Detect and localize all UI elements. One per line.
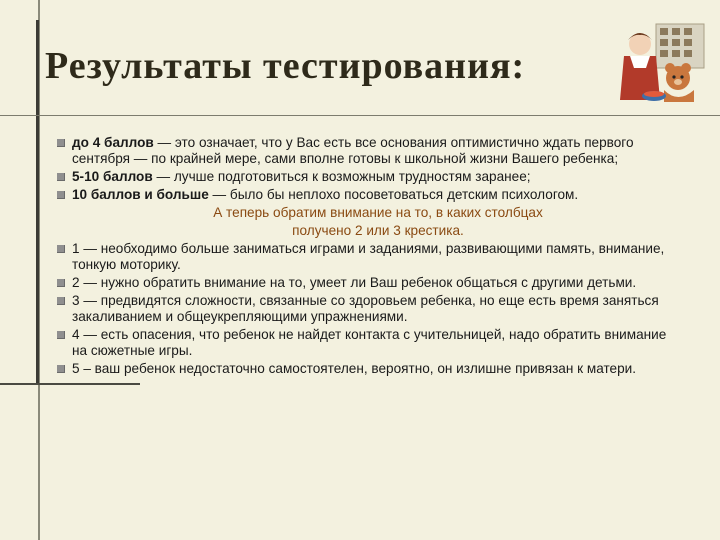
column-interpretation: 1 — необходимо больше заниматься играми и заданиями, развивающими память, внимание, тонкую моторику.: [72, 241, 665, 272]
list-item: [58, 241, 684, 273]
list-item: [58, 275, 684, 291]
results-list: [58, 135, 684, 379]
list-item: [58, 187, 684, 203]
column-interpretation: 2 — нужно обратить внимание на то, умеет ли Ваш ребенок общаться с другими детьми.: [72, 275, 637, 290]
list-item: [58, 169, 684, 185]
score-description: — это означает, что у Вас есть все основания оптимистично ждать первого сентября — по крайней мере, сами вполне готовы к школьной жизни Вашего ребенка;: [72, 135, 634, 166]
list-item: [58, 293, 684, 325]
slide-title: Результаты тестирования:: [45, 45, 526, 87]
score-range-label: 10 баллов и больше: [72, 187, 209, 202]
title-underline: [0, 115, 720, 116]
bullet-icon: [57, 173, 65, 181]
score-range-label: 5-10 баллов: [72, 169, 153, 184]
bullet-icon: [57, 191, 65, 199]
column-interpretation: 5 – ваш ребенок недостаточно самостоятелен, вероятно, он излишне привязан к матери.: [72, 361, 637, 376]
list-item: [58, 327, 684, 359]
score-description: — лучше подготовиться к возможным трудностям заранее;: [152, 169, 531, 184]
note-line-2: получено 2 или 3 крестика.: [292, 223, 464, 238]
bullet-icon: [57, 279, 65, 287]
children-illustration: [616, 22, 708, 102]
column-interpretation: 3 — предвидятся сложности, связанные со здоровьем ребенка, но еще есть время заняться закаливанием и общеукрепляющими упражнениями.: [72, 293, 659, 324]
lower-accent-line: [0, 383, 140, 385]
list-item: [58, 361, 684, 377]
column-interpretation: 4 — есть опасения, что ребенок не найдет контакта с учительницей, надо обратить внимание на сюжетные игры.: [72, 327, 667, 358]
list-item: [58, 135, 684, 167]
left-accent-line: [36, 20, 39, 385]
bullet-icon: [57, 139, 65, 147]
score-range-label: до 4 баллов: [72, 135, 154, 150]
note-line-1: А теперь обратим внимание на то, в каких столбцах: [213, 205, 543, 220]
bullet-icon: [57, 245, 65, 253]
bullet-icon: [57, 365, 65, 373]
bullet-icon: [57, 297, 65, 305]
bullet-icon: [57, 331, 65, 339]
score-description: — было бы неплохо посоветоваться детским психологом.: [208, 187, 579, 202]
